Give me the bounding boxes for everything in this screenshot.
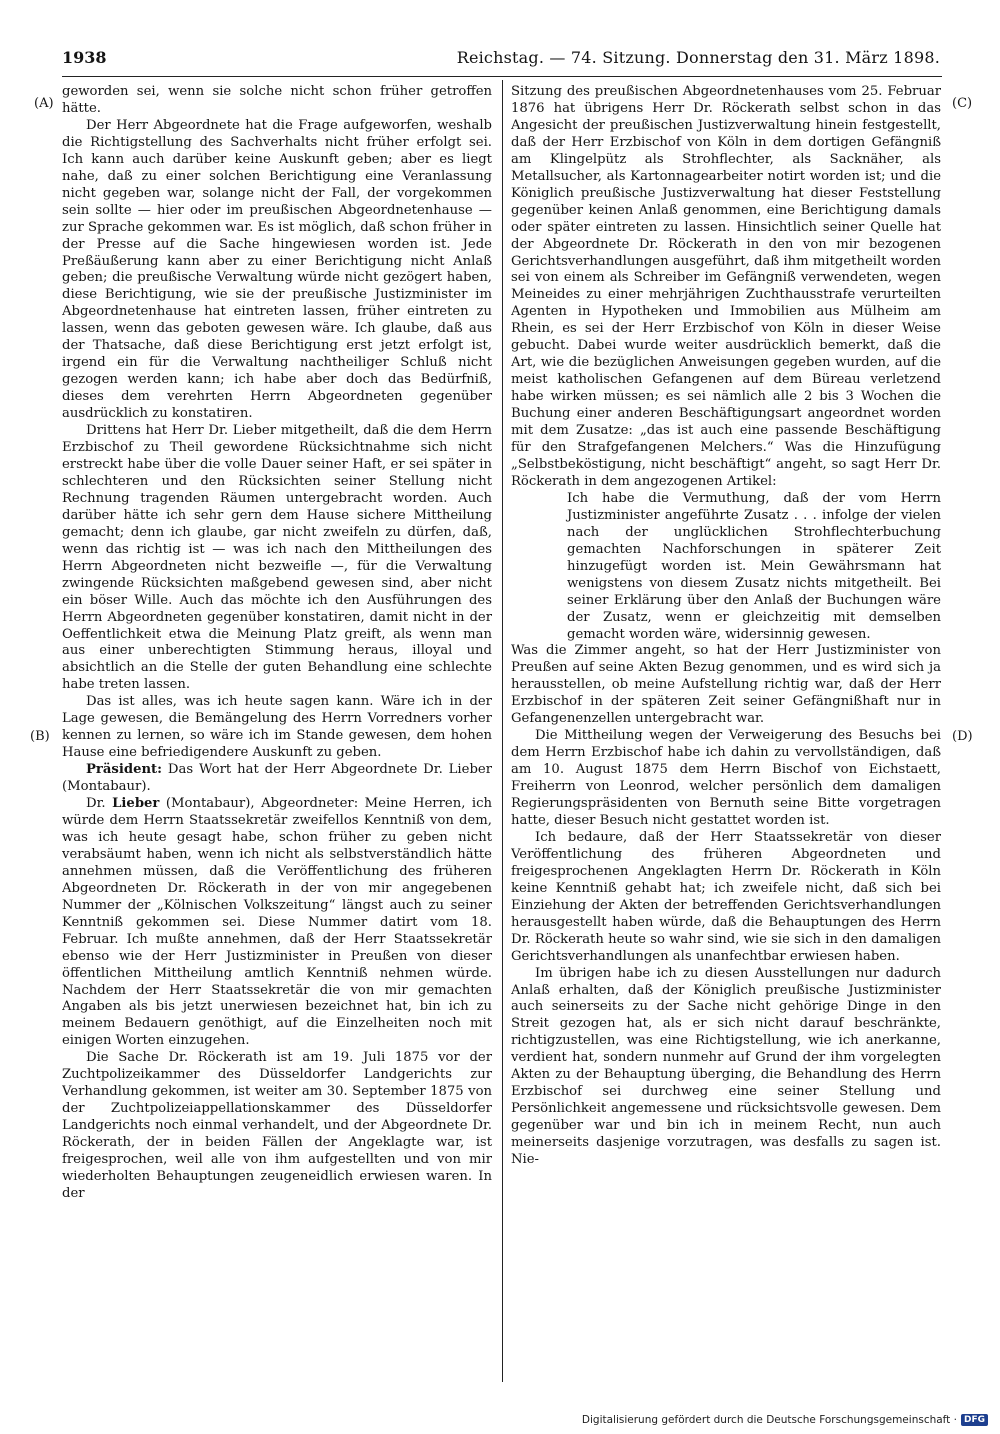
paragraph-text: Ich habe die Vermuthung, daß der vom Herrn Justizminister angeführte Zusatz . . . infolge der vielen nach der unglücklichen Strohflechterbuchung gemachten Nachforschungen in späterer Zeit hinzugefügt worden ist. Mein Gewährsmann hat wenigstens von diesem Zusatz nichts mitgetheilt. Bei seiner Erklärung über den Anlaß der Buchungen wäre der Zusatz, wenn er gleichzeitig mit demselben gemacht worden wäre, widersinnig gewesen. [567, 490, 941, 642]
paragraph-text: Im übrigen habe ich zu diesen Ausstellungen nur dadurch Anlaß erhalten, daß der Königlich preußische Justizminister auch seinerseits zu der Sache nicht gehörige Dinge in den Streit gezogen hat, als er sich nicht darauf beschränkte, richtigzustellen, was eine Richtigstellung, wie ich anerkanne, verdient hat, sondern nunmehr auf Grund der ihm vorgelegten Akten zu der Behauptung überging, die Behandlung des Herrn Erzbischof sei durchweg eine seiner Stellung und Persönlichkeit angemessene und rücksichtsvolle gewesen. Dem gegenüber war und bin ich in meinem Recht, nun auch meinerseits dasjenige vorzutragen, was desfalls zu sagen ist. Nie- [511, 965, 941, 1168]
digitization-footer [582, 1414, 988, 1426]
paragraph [62, 796, 492, 1050]
paragraph-text: Die Sache Dr. Röckerath ist am 19. Juli 1875 vor der Zuchtpolizeikammer des Düsseldorfer Landgerichts zur Verhandlung gekommen, ist weiter am 30. September 1875 von der Zuchtpolizeiappellationskammer des Düsseldorfer Landgerichts noch einmal verhandelt, und der Abgeordnete Dr. Röckerath, der in beiden Fällen der Angeklagte war, ist freigesprochen, weil alle von ihm aufgestellten und von mir wiederholten Behauptungen zeugeneidlich erwiesen waren. In der [62, 1050, 492, 1201]
paragraph [62, 762, 492, 796]
page-number: 1938 [62, 48, 107, 67]
margin-mark-d: (D) [952, 729, 973, 744]
page-header [62, 48, 940, 74]
paragraph [62, 694, 492, 762]
speaker-title: Dr. [86, 796, 113, 812]
running-title: Reichstag. — 74. Sitzung. Donnerstag den 31. März 1898. [456, 48, 940, 67]
speaker-name: Lieber [112, 796, 160, 812]
paragraph-text: Das ist alles, was ich heute sagen kann. Wäre ich in der Lage gewesen, die Bemängelung des Herrn Vorredners vorher kennen zu lernen, so wäre ich im Stande gewesen, dem hohen Hause eine befriedigendere Auskunft zu geben. [62, 694, 492, 761]
paragraph [511, 830, 941, 966]
paragraph [62, 118, 492, 423]
margin-mark-c: (C) [952, 96, 973, 111]
paragraph-text: Drittens hat Herr Dr. Lieber mitgetheilt, daß die dem Herrn Erzbischof zu Theil gewordene Rücksichtnahme sich nicht erstreckt habe über die volle Dauer seiner Haft, er sei später in schlechteren und den Rücksichten seiner Stellung nicht Rechnung tragenden Räumen untergebracht worden. Auch darüber hätte ich sehr gern dem Hause sichere Mittheilung gemacht; denn ich glaube, gar nicht zweifeln zu dürfen, daß, wenn das richtig ist — was ich nach den Mittheilungen des Herrn Abgeordneten nicht bezweifle —, für die Verwaltung zwingende Rücksichten maßgebend gewesen sind, aber nicht ein böser Wille. Auch das möchte ich den Ausführungen des Herrn Abgeordneten gegenüber konstatiren, damit nicht in der Oeffentlichkeit etwa die Meinung Platz greift, als wenn man aus einer unberechtigten Stimmung heraus, illoyal und absichtlich an die Stelle der guten Behandlung eine schlechte habe treten lassen. [62, 423, 492, 693]
paragraph-text: Der Herr Abgeordnete hat die Frage aufgeworfen, weshalb die Richtigstellung des Sachverhalts nicht früher erfolgt sei. Ich kann auch darüber keine Auskunft geben; aber es liegt nahe, daß zu einer solchen Berichtigung eine Veranlassung nicht gegeben war, solange nicht der Fall, der vorgekommen sein sollte — hier oder im preußischen Abgeordnetenhause — zur Sprache gekommen war. Es ist möglich, daß schon früher in der Presse auf die Sache hingewiesen worden ist. Jede Preßäußerung kann aber zu einer Berichtigung nicht Anlaß geben; die preußische Verwaltung würde nicht gezögert haben, diese Berichtigung, wie sie der preußische Justizminister im Abgeordnetenhause hat eintreten lassen, früher eintreten zu lassen, wenn das geboten gewesen wäre. Ich glaube, daß aus der Thatsache, daß diese Berichtigung erst jetzt erfolgt ist, irgend ein für die Verwaltung nachtheiliger Schluß nicht gezogen werden kann; ich habe aber doch das Bedürfniß, dieses dem verehrten Herrn Abgeordneten gegenüber ausdrücklich zu konstatiren. [62, 117, 492, 422]
margin-mark-b: (B) [30, 729, 50, 744]
column-divider [502, 80, 503, 1382]
paragraph-text: (Montabaur), Abgeordneter: Meine Herren, ich würde dem Herrn Staatssekretär zweifellos Kenntniß von dem, was ich heute gesagt habe, schon früher zu geben nicht verabsäumt haben, wenn ich nicht als selbstverständlich hätte annehmen müssen, daß die Veröffentlichung des früheren Abgeordneten Dr. Röckerath in der von mir angegebenen Nummer der „Kölnischen Volkszeitung“ längst auch zu seiner Kenntniß gekommen sei. Diese Nummer datirt vom 18. Februar. Ich mußte annehmen, daß der Herr Staatssekretär ebenso wie der Herr Justizminister in Preußen von dieser öffentlichen Mittheilung amtlich Kenntniß nehmen würde. Nachdem der Herr Staatssekretär die von mir gemachten Angaben als bis jetzt unerwiesen bezeichnet hat, bin ich zu meinem Bedauern genöthigt, auf die Einzelheiten noch mit einigen Worten einzugehen. [62, 796, 492, 1049]
speaker-name: Präsident: [86, 762, 163, 778]
paragraph [567, 491, 941, 644]
paragraph [62, 423, 492, 694]
header-rule [62, 76, 942, 77]
left-text-column [62, 84, 492, 1382]
paragraph [511, 84, 941, 491]
dfg-logo: DFG [961, 1414, 988, 1426]
paragraph [511, 966, 941, 1169]
paragraph [62, 1050, 492, 1203]
paragraph-text: Ich bedaure, daß der Herr Staatssekretär von dieser Veröffentlichung des früheren Abgeordneten und freigesprochenen Angeklagten Herrn Dr. Röckerath in Köln keine Kenntniß gehabt hat; ich zweifele nicht, daß sich bei Einziehung der Akten der betreffenden Gerichtsverhandlungen herausgestellt haben würde, daß die Behauptungen des Herrn Dr. Röckerath heute so wahr sind, wie sie sich in den damaligen Gerichtsverhandlungen als unanfechtbar erwiesen haben. [511, 829, 941, 964]
paragraph-text: geworden sei, wenn sie solche nicht schon früher getroffen hätte. [62, 84, 492, 116]
paragraph-text: Das Wort hat der Herr Abgeordnete Dr. Lieber (Montabaur). [62, 762, 492, 795]
paragraph-text: Die Mittheilung wegen der Verweigerung des Besuchs bei dem Herrn Erzbischof habe ich dahin zu vervollständigen, daß am 10. August 1875 dem Herrn Bischof von Eichstaett, Freiherrn von Leonrod, welcher persönlich dem damaligen Regierungspräsidenten von Bernuth seine Bitte vorgetragen hatte, dieser Besuch nicht gestattet worden ist. [511, 728, 941, 828]
paragraph [511, 643, 941, 728]
footer-credit: Digitalisierung gefördert durch die Deutsche Forschungsgemeinschaft · [581, 1414, 957, 1426]
paragraph-text: Sitzung des preußischen Abgeordnetenhauses vom 25. Februar 1876 hat übrigens Herr Dr. Röckerath selbst schon in das Angesicht der preußischen Justizverwaltung hinein festgestellt, daß der Herr Erzbischof von Köln in dem dortigen Gefängniß am Klingelpütz als Strohflechter, als Sacknäher, als Metallsucher, als Kartonnagearbeiter notirt worden ist; und die Königlich preußische Justizverwaltung hat dieser Feststellung gegenüber keinen Anlaß genommen, eine Berichtigung damals oder später eintreten zu lassen. Hinsichtlich seiner Quelle hat der Abgeordnete Dr. Röckerath in den von mir bezogenen Gerichtsverhandlungen ausgeführt, daß ihm mitgetheilt worden sei von einem als Schreiber im Gefängniß verwendeten, wegen Meineides zu einer mehrjährigen Zuchthausstrafe verurteilten Agenten in Hypotheken und Immobilien aus Mülheim am Rhein, es sei der Herr Erzbischof von Köln in dieser Weise gebucht. Dabei wurde weiter ausdrücklich bemerkt, daß die Art, wie die bezüglichen Anweisungen gegeben wurden, auf die meist katholischen Gefangenen auf dem Büreau verletzend habe wirken müssen; es sei nämlich alle 2 bis 3 Wochen die Buchung einer anderen Beschäftigungsart angeordnet worden mit dem Zusatze: „das ist auch eine passende Beschäftigung für den Strafgefangenen Melchers.“ Was die Hinzufügung „Selbstbeköstigung, nicht beschäftigt“ angeht, so sagt Herr Dr. Röckerath in dem angezogenen Artikel: [511, 84, 941, 489]
margin-mark-a: (A) [34, 96, 54, 111]
right-text-column [511, 84, 941, 1382]
paragraph [62, 84, 492, 118]
paragraph-text: Was die Zimmer angeht, so hat der Herr Justizminister von Preußen auf seine Akten Bezug genommen, und es wird sich ja herausstellen, ob meine Aufstellung richtig war, daß der Herr Erzbischof in der späteren Zeit seiner Gefängnißhaft nur in Gefangenenzellen untergebracht war. [511, 643, 941, 727]
paragraph [511, 728, 941, 830]
